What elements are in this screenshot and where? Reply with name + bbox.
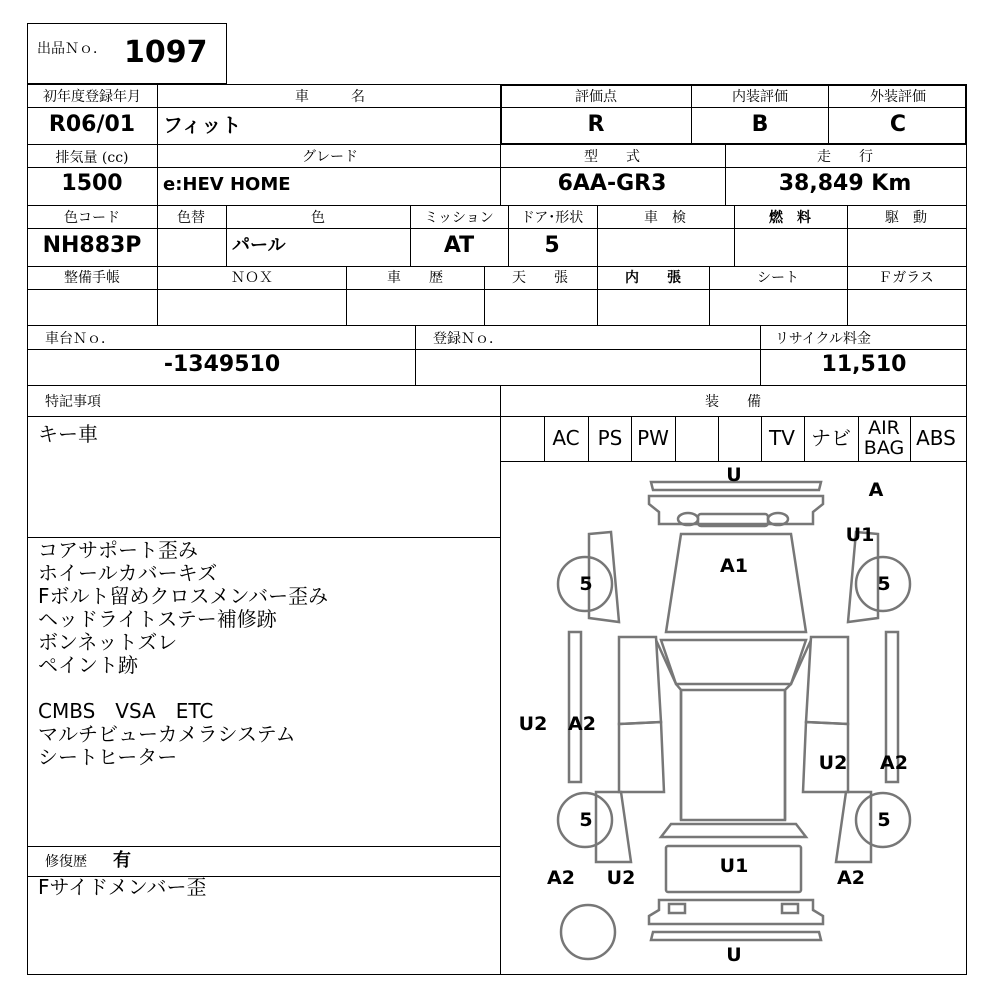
spare-wheel xyxy=(561,905,615,959)
color-label: 色 xyxy=(311,210,325,226)
rule xyxy=(631,416,632,461)
rule xyxy=(508,205,509,266)
equipment-ac: AC xyxy=(552,426,580,450)
remark-line: ホイールカバーキズ xyxy=(38,561,218,585)
model-label: 型 式 xyxy=(584,149,640,165)
roof xyxy=(681,690,785,820)
seat-label: シート xyxy=(757,270,799,286)
score-value: R xyxy=(587,112,605,137)
tire-mark-rear-right: 5 xyxy=(877,809,891,831)
equipment-ps: PS xyxy=(597,426,623,450)
equipment-tv: TV xyxy=(769,426,795,450)
damage-mark-rear-left-a2: A2 xyxy=(547,867,575,889)
left-rear-door xyxy=(619,722,664,792)
repair-label: 修復歴 xyxy=(45,854,87,870)
rule xyxy=(858,416,859,461)
rule xyxy=(27,205,967,206)
rule xyxy=(847,205,848,266)
rear-light-left xyxy=(669,904,685,913)
left-rocker xyxy=(569,632,581,782)
rule xyxy=(27,266,967,267)
rule xyxy=(734,205,735,266)
score-label: 評価点 xyxy=(575,89,617,105)
color-code-value: NH883P xyxy=(42,233,142,258)
rule xyxy=(27,846,500,847)
displacement-label: 排気量 (cc) xyxy=(55,150,129,166)
lot-number: 1097 xyxy=(124,35,208,70)
nox-label: ＮＯＸ xyxy=(231,270,273,286)
rule xyxy=(27,385,967,386)
rear-bumper-outline xyxy=(651,932,821,940)
rule xyxy=(27,325,967,326)
damage-mark-front-right-fender: U1 xyxy=(845,524,875,546)
grade-value: e:HEV HOME xyxy=(163,174,291,195)
chassis-value: -1349510 xyxy=(163,352,281,377)
rule xyxy=(415,325,416,385)
lot-label: 出品Ｎｏ． xyxy=(37,41,107,57)
door-value: 5 xyxy=(544,233,560,258)
chassis-label: 車台Ｎｏ． xyxy=(45,331,115,347)
rule xyxy=(718,416,719,461)
first-reg-label: 初年度登録年月 xyxy=(43,89,141,105)
remarks-list xyxy=(38,539,328,769)
equipment-navi: ナビ xyxy=(811,426,851,450)
rule xyxy=(27,349,967,350)
remark-line: ボンネットズレ xyxy=(38,630,178,654)
interior-roof-label: 内 張 xyxy=(625,270,681,286)
mileage-value: 38,849 Km xyxy=(778,171,912,196)
rear-light-right xyxy=(782,904,798,913)
repair-detail: Fサイドメンバー歪 xyxy=(38,875,207,899)
rule xyxy=(27,416,967,417)
registration-label: 登録Ｎｏ． xyxy=(433,331,503,347)
rule xyxy=(27,289,967,290)
rule xyxy=(157,84,158,144)
car-name-value: フィット xyxy=(163,113,242,137)
recycle-value: 11,510 xyxy=(821,352,907,377)
displacement-value: 1500 xyxy=(61,171,123,196)
recycle-label: リサイクル料金 xyxy=(775,331,872,347)
interior-label: 内装評価 xyxy=(732,89,788,105)
remarks-label: 特記事項 xyxy=(45,394,101,410)
exterior-value: C xyxy=(889,112,907,137)
equipment-abs: ABS xyxy=(916,426,956,450)
rule xyxy=(675,416,676,461)
hood xyxy=(666,534,806,632)
damage-mark-front-bumper: U xyxy=(726,464,742,486)
remark-line: ヘッドライトステー補修跡 xyxy=(38,607,277,631)
rule xyxy=(597,266,598,325)
damage-mark-left-side-u2: U2 xyxy=(518,713,548,735)
color-change-label: 色替 xyxy=(177,210,205,226)
repair-value: 有 xyxy=(113,850,131,871)
rule xyxy=(27,228,967,229)
rule xyxy=(484,266,485,325)
front-bumper-body xyxy=(649,496,823,524)
rule xyxy=(157,205,158,266)
rule xyxy=(544,416,545,461)
mileage-label: 走 行 xyxy=(817,149,873,165)
rule xyxy=(588,416,589,461)
windshield xyxy=(661,640,806,684)
history-label: 車 歴 xyxy=(387,270,443,286)
damage-mark-right-side-u2: U2 xyxy=(818,752,848,774)
damage-mark-hood: A1 xyxy=(720,555,748,577)
rule xyxy=(691,84,692,144)
remark-line: CMBS VSA ETC xyxy=(38,699,214,723)
first-reg-value: R06/01 xyxy=(48,112,136,137)
inspection-label: 車 検 xyxy=(644,210,686,226)
rule xyxy=(847,266,848,325)
left-rear-quarter xyxy=(596,792,631,862)
damage-mark-tailgate: U1 xyxy=(719,855,749,877)
tire-mark-front-left: 5 xyxy=(579,573,593,595)
color-code-label: 色コード xyxy=(64,210,120,226)
rule xyxy=(597,205,598,266)
maintenance-label: 整備手帳 xyxy=(64,270,120,286)
sunroof-label: 天 張 xyxy=(512,270,568,286)
remark-line xyxy=(38,677,328,700)
fglass-label: Ｆガラス xyxy=(878,270,934,286)
rule xyxy=(157,266,158,325)
rule xyxy=(725,144,726,205)
damage-mark-left-side-a2: A2 xyxy=(568,713,596,735)
rule xyxy=(346,266,347,325)
remark-line: マルチビューカメラシステム xyxy=(38,722,296,746)
grade-label: グレード xyxy=(302,149,358,165)
damage-mark-rear-left-u2: U2 xyxy=(606,867,636,889)
rule xyxy=(761,416,762,461)
car-name-label: 車 名 xyxy=(295,89,365,105)
equipment-label: 装 備 xyxy=(705,394,761,410)
rule xyxy=(760,325,761,385)
rule xyxy=(226,205,227,266)
rule xyxy=(157,144,158,205)
remarks-first-line: キー車 xyxy=(38,422,98,446)
rear-window xyxy=(661,824,806,837)
equipment-airbag: AIR BAG xyxy=(863,417,905,459)
rule xyxy=(27,167,967,168)
rule xyxy=(910,416,911,461)
damage-mark-right-side-a2: A2 xyxy=(880,752,908,774)
mission-value: AT xyxy=(443,233,475,258)
damage-mark-front-right: A xyxy=(868,479,884,501)
remark-line: シートヒーター xyxy=(38,745,178,769)
drive-label: 駆 動 xyxy=(885,210,927,226)
damage-mark-rear-bumper: U xyxy=(726,944,742,966)
equipment-pw: PW xyxy=(637,426,669,450)
remark-line: Fボルト留めクロスメンバー歪み xyxy=(38,584,329,608)
rule xyxy=(500,144,501,205)
model-value: 6AA-GR3 xyxy=(557,171,667,196)
right-rear-quarter xyxy=(836,792,871,862)
rule xyxy=(828,84,829,144)
fuel-label: 燃 料 xyxy=(769,210,811,226)
damage-mark-rear-right-a2: A2 xyxy=(837,867,865,889)
interior-value: B xyxy=(751,112,769,137)
tire-mark-front-right: 5 xyxy=(877,573,891,595)
mission-label: ミッション xyxy=(424,210,494,226)
remark-line: ペイント跡 xyxy=(38,653,138,677)
color-value: パール xyxy=(232,235,286,256)
tire-mark-rear-left: 5 xyxy=(579,809,593,831)
rule xyxy=(804,416,805,461)
exterior-label: 外装評価 xyxy=(870,89,926,105)
door-label: ドア･形状 xyxy=(520,210,584,226)
right-front-door xyxy=(806,637,848,724)
rule xyxy=(410,205,411,266)
rule xyxy=(709,266,710,325)
remark-line: コアサポート歪み xyxy=(38,538,198,562)
left-front-door xyxy=(619,637,661,724)
